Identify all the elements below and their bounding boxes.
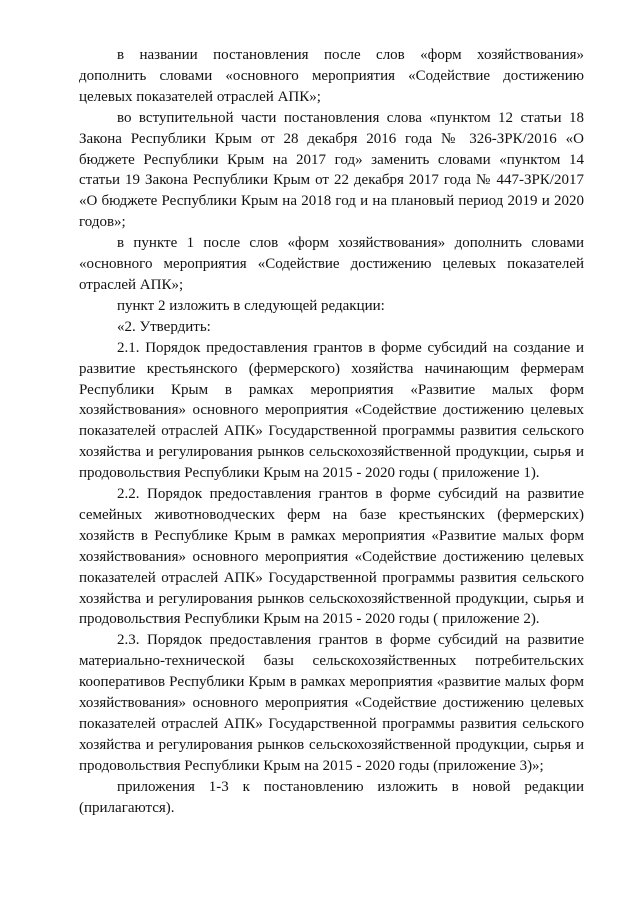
- paragraph-intro-amendment: во вступительной части постановления слова «пунктом 12 статьи 18 Закона Республики Крым от 28 декабря 2016 года № 326-ЗРК/2016 «О бюджете Республики Крым на 2017 год» заменить словами «пунктом 14 статьи 19 Закона Республики Крым от 22 декабря 2017 года № 447-ЗРК/2017 «О бюджете Республики Крым на 2018 год и на плановый период 2019 и 2020 годов»;: [79, 109, 584, 231]
- paragraph-2-1: 2.1. Порядок предоставления грантов в форме субсидий на создание и развитие крестьянского (фермерского) хозяйства начинающим фермерам Республики Крым в рамках мероприятия «Развитие малых форм хозяйствования» основного мероприятия «Содействие достижению целевых показателей отраслей АПК» Государственной программы развития сельского хозяйства и регулирования рынков сельскохозяйственной продукции, сырья и продовольствия Республики Крым на 2015 - 2020 годы ( приложение 1).: [79, 339, 584, 482]
- paragraph-2-2: 2.2. Порядок предоставления грантов в форме субсидий на развитие семейных животноводческих ферм на базе крестьянских (фермерских) хозяйств в Республике Крым в рамках мероприятия «Развитие малых форм хозяйствования» основного мероприятия «Содействие достижению целевых показателей отраслей АПК» Государственной программы развития сельского хозяйства и регулирования рынков сельскохозяйственной продукции, сырья и продовольствия Республики Крым на 2015 - 2020 годы ( приложение 2).: [79, 486, 584, 628]
- paragraph-point-2-intro: пункт 2 изложить в следующей редакции:: [117, 297, 385, 314]
- paragraph-approve: «2. Утвердить:: [117, 318, 211, 335]
- paragraph-title-amendment: в названии постановления после слов «форм хозяйствования» дополнить словами «основного мероприятия «Содействие достижению целевых показателей отраслей АПК»;: [79, 47, 584, 105]
- paragraph-point-1-amendment: в пункте 1 после слов «форм хозяйствования» дополнить словами «основного мероприятия «Содействие достижению целевых показателей отраслей АПК»;: [79, 235, 584, 293]
- paragraph-appendices: приложения 1-3 к постановлению изложить в новой редакции (прилагаются).: [79, 778, 584, 816]
- paragraph-2-3: 2.3. Порядок предоставления грантов в форме субсидий на развитие материально-технической базы сельскохозяйственных потребительских кооперативов Республики Крым в рамках мероприятия «развитие малых форм хозяйствования» основного мероприятия «Содействие достижению целевых показателей отраслей АПК» Государственной программы развития сельского хозяйства и регулирования рынков сельскохозяйственной продукции, сырья и продовольствия Республики Крым на 2015 - 2020 годы (приложение 3)»;: [79, 632, 584, 774]
